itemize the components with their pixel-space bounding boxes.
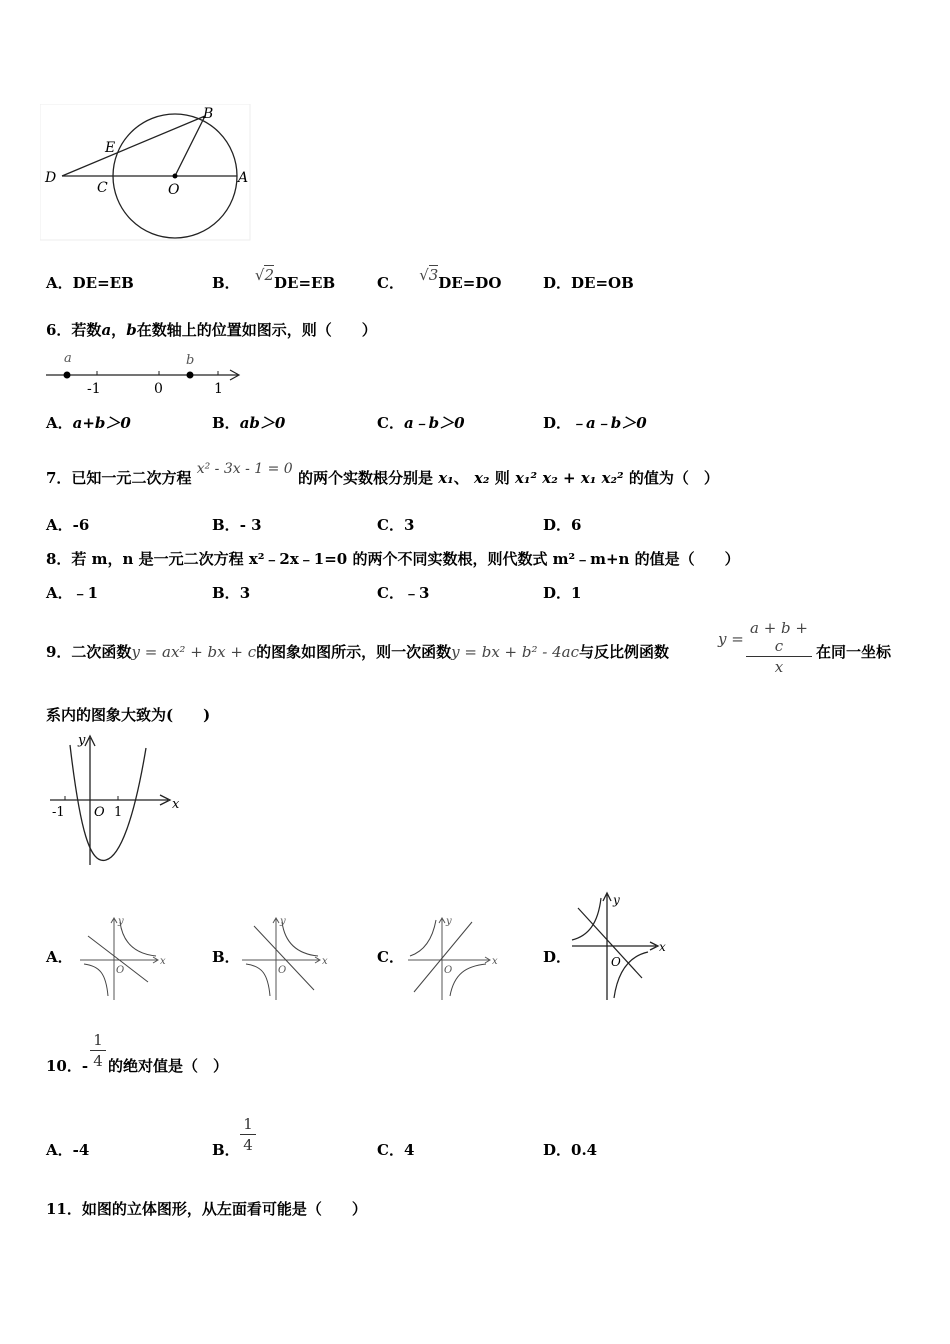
q9-recip-lhs: y =: [718, 630, 744, 648]
svg-text:O: O: [278, 965, 287, 976]
line-graph: [414, 922, 472, 992]
svg-text:y: y: [118, 916, 124, 927]
q5-option-a[interactable]: A．DE=EB: [46, 274, 134, 292]
hyperbola-q1: [282, 922, 318, 956]
tick-label-0: 0: [154, 381, 163, 397]
hyperbola-q3: [84, 964, 108, 996]
parabola-curve: [70, 745, 146, 860]
origin-label: O: [94, 805, 105, 820]
svg-text:x: x: [492, 956, 498, 967]
label-e: E: [105, 140, 116, 156]
line-db: [62, 116, 205, 176]
hyperbola-q1: [120, 922, 156, 956]
label-d: D: [45, 170, 57, 186]
q9-stem-line2: 系内的图象大致为( ): [46, 706, 211, 724]
q6-option-d[interactable]: D．﹣a﹣b＞0: [543, 414, 647, 432]
q10-option-b-fraction[interactable]: 1 4: [240, 1115, 256, 1154]
q10-option-c[interactable]: C．4: [377, 1141, 415, 1159]
number-line: [42, 350, 247, 398]
q9-option-a-graph[interactable]: [78, 912, 170, 1002]
q9-option-a[interactable]: A．: [46, 948, 73, 966]
svg-text:y: y: [280, 916, 286, 927]
q8-option-d[interactable]: D．1: [543, 584, 582, 602]
q11-stem: 11．如图的立体图形，从左面看可能是（ ）: [46, 1200, 367, 1218]
q7-option-d[interactable]: D．6: [543, 516, 582, 534]
hyperbola-q2: [410, 920, 436, 956]
svg-text:x: x: [322, 956, 328, 967]
label-c: C: [97, 180, 108, 196]
q10-prefix: 10．-: [46, 1057, 89, 1075]
label-o: O: [168, 182, 180, 198]
q9-option-c-graph[interactable]: [406, 912, 506, 1002]
q9-recip-fraction: a + b + c x: [746, 619, 812, 676]
point-b: [187, 372, 194, 379]
q10-option-b[interactable]: B．: [212, 1141, 240, 1159]
q7-option-c[interactable]: C．3: [377, 516, 415, 534]
svg-text:O: O: [116, 965, 125, 976]
label-b: B: [203, 106, 214, 122]
line-graph: [578, 908, 642, 978]
parabola-figure: [48, 730, 188, 870]
hyperbola-q3: [246, 964, 270, 996]
svg-text:O: O: [611, 955, 621, 969]
label-a: a: [64, 351, 72, 366]
label-a: A: [238, 170, 249, 186]
q10-fraction: 1 4: [90, 1031, 106, 1070]
hyperbola-q2: [572, 898, 601, 940]
q8-option-c[interactable]: C．﹣3: [377, 584, 430, 602]
q9-option-d-graph[interactable]: [568, 890, 668, 1004]
q6-option-c[interactable]: C．a﹣b＞0: [377, 414, 465, 432]
q6-option-b[interactable]: B．ab＞0: [212, 414, 286, 432]
tick-label-m1: -1: [87, 381, 101, 397]
line-graph: [254, 926, 314, 990]
q7-option-b[interactable]: B．- 3: [212, 516, 262, 534]
svg-text:O: O: [444, 965, 453, 976]
svg-text:y: y: [613, 893, 620, 907]
tick-label-1: 1: [214, 381, 223, 397]
label-b: b: [186, 353, 195, 368]
q6-stem: 6．若数a，b在数轴上的位置如图示，则（ ）: [46, 321, 377, 339]
hyperbola-q4: [450, 964, 486, 996]
q7-option-a[interactable]: A．-6: [46, 516, 90, 534]
q8-stem: 8．若 m，n 是一元二次方程 x²﹣2x﹣1=0 的两个不同实数根，则代数式 m²﹣m+n 的值是（ ）: [46, 550, 740, 568]
q6-option-a[interactable]: A．a+b＞0: [46, 414, 131, 432]
q7-stem: 7．已知一元二次方程 x² - 3x - 1 = 0 的两个实数根分别是 x₁、 x₂ 则 x₁² x₂ + x₁ x₂² 的值为（ ）: [46, 461, 719, 487]
axis-x-label: x: [172, 797, 180, 812]
q8-option-a[interactable]: A．﹣1: [46, 584, 99, 602]
q10-option-d[interactable]: D．0.4: [543, 1141, 598, 1159]
q9-option-b-graph[interactable]: [240, 912, 332, 1002]
q9-option-c[interactable]: C．: [377, 948, 404, 966]
q9-stem-suffix: 在同一坐标: [816, 643, 892, 661]
circle-figure: [40, 104, 255, 244]
point-a: [64, 372, 71, 379]
axis-y-label: y: [78, 733, 86, 748]
q5-option-c[interactable]: C． √3DE=DO: [377, 266, 502, 292]
q9-stem: 9．二次函数y = ax² + bx + c的图象如图所示，则一次函数y = bx + b² - 4ac与反比例函数: [46, 643, 670, 661]
q5-option-b[interactable]: B． √2DE=EB: [212, 266, 336, 292]
tick-label-m1: -1: [52, 805, 65, 820]
svg-text:x: x: [659, 940, 666, 954]
svg-text:y: y: [446, 916, 452, 927]
svg-text:x: x: [160, 956, 166, 967]
q10-option-a[interactable]: A．-4: [46, 1141, 90, 1159]
q9-option-b[interactable]: B．: [212, 948, 240, 966]
tick-label-1: 1: [114, 805, 123, 820]
q5-option-d[interactable]: D．DE=OB: [543, 274, 634, 292]
line-ob: [175, 116, 205, 176]
q8-option-b[interactable]: B．3: [212, 584, 251, 602]
center-dot: [173, 174, 178, 179]
q9-option-d[interactable]: D．: [543, 948, 572, 966]
q10-suffix: 的绝对值是（ ）: [108, 1057, 229, 1075]
